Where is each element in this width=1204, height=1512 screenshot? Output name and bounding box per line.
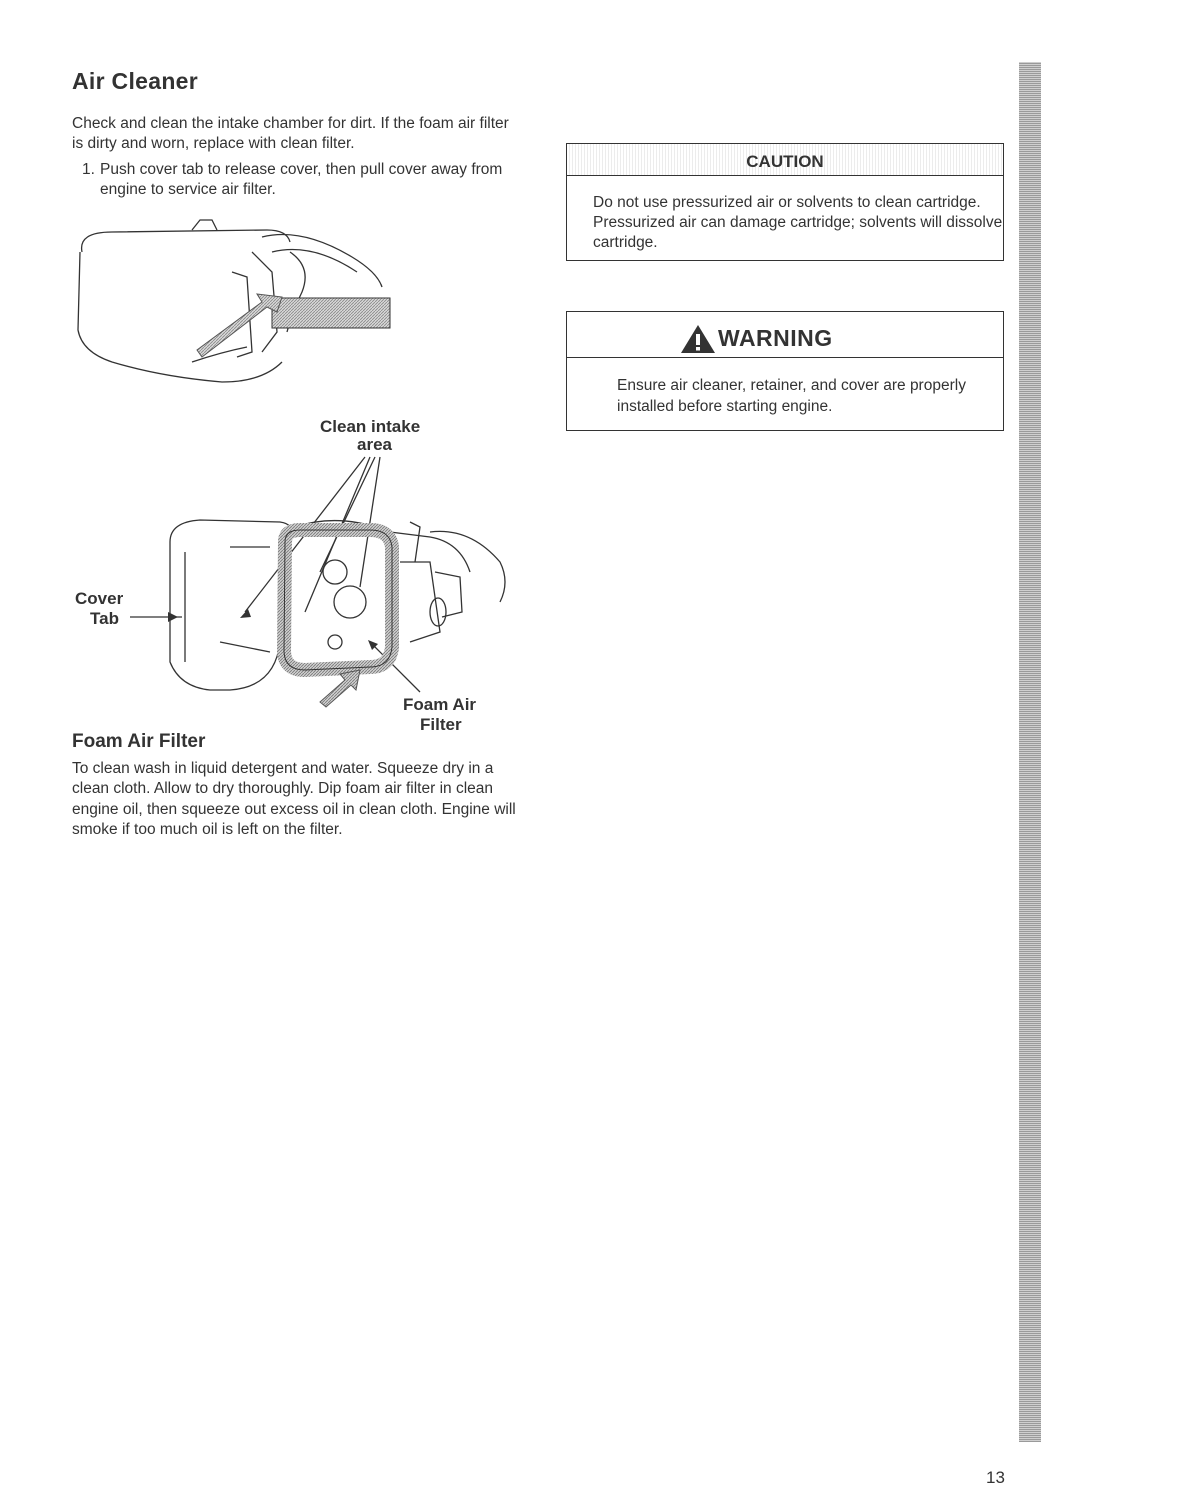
label-cover-line1: Cover <box>75 589 124 608</box>
foam-filter-body: To clean wash in liquid detergent and water. Squeeze dry in a clean cloth. Allow to dry thoroughly. Dip foam air filter in clean engine oil, then squeeze out excess oil in clean cloth. Engine will smoke if too much oil is left on the filter. <box>72 760 516 838</box>
label-cover-line2: Tab <box>90 609 119 628</box>
caution-body: Do not use pressurized air or solvents to clean cartridge. Pressurized air can damage cartridge; solvents will dissolve cartridge. <box>593 194 1003 251</box>
warning-title: WARNING <box>718 325 833 351</box>
step-number: 1. <box>82 161 95 178</box>
foam-filter-title: Foam Air Filter <box>72 731 206 752</box>
label-clean-intake-line2: area <box>357 435 392 454</box>
warning-header <box>567 312 1003 358</box>
page-number: 13 <box>986 1468 1005 1487</box>
foam-filter-illustration <box>70 412 530 734</box>
cover-removal-illustration <box>72 212 402 387</box>
label-foam-line2: Filter <box>420 715 462 734</box>
caution-box <box>566 143 1004 261</box>
warning-body: Ensure air cleaner, retainer, and cover are properly installed before starting engine. <box>617 377 966 415</box>
step-1 <box>82 160 520 200</box>
section-title: Air Cleaner <box>72 68 199 94</box>
warning-triangle-icon <box>680 324 716 354</box>
side-tab-strip <box>1019 62 1041 1442</box>
caution-title: CAUTION <box>567 144 1003 176</box>
intro-paragraph: Check and clean the intake chamber for dirt. If the foam air filter is dirty and worn, replace with clean filter. <box>72 115 509 152</box>
warning-box <box>566 311 1004 431</box>
label-foam-line1: Foam Air <box>403 695 477 714</box>
label-clean-intake-line1: Clean intake <box>320 417 421 436</box>
step-text: Push cover tab to release cover, then pull cover away from engine to service air filter. <box>100 161 503 198</box>
